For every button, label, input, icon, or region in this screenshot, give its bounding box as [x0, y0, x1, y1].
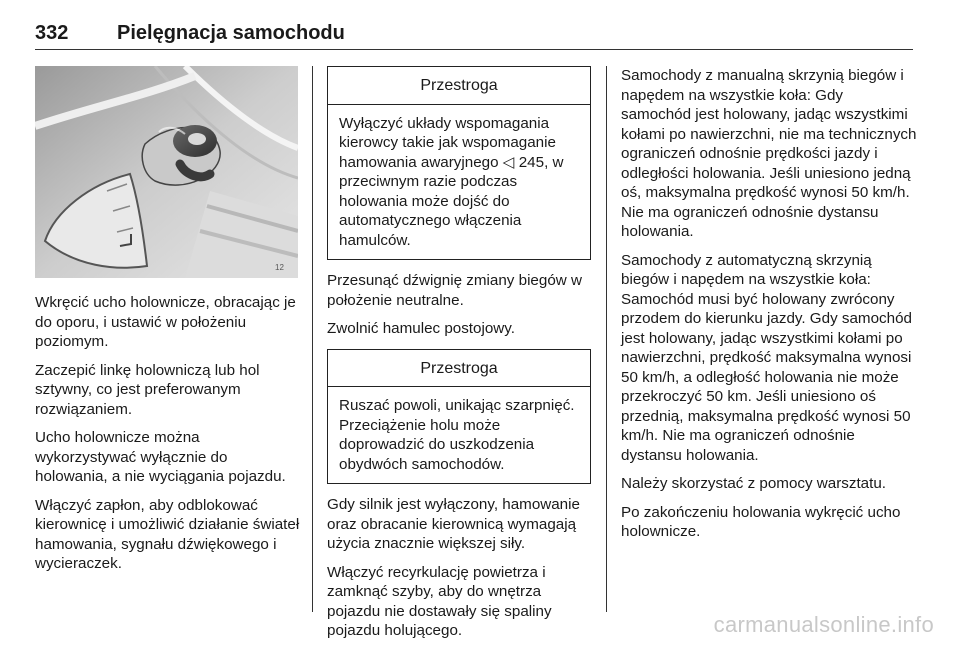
- paragraph: Wkręcić ucho holownicze, obracając je do oporu, i ustawić w położeniu poziomym.: [35, 294, 296, 350]
- paragraph: Gdy silnik jest wyłączony, hamowanie oraz obracanie kierownicą wymagają użycia znacznie większej siły.: [327, 496, 580, 552]
- watermark: carmanualsonline.info: [713, 612, 934, 637]
- column-2: [327, 66, 591, 650]
- page-header: [35, 22, 915, 52]
- header-rule: [35, 49, 913, 50]
- column-3-text: [621, 66, 917, 551]
- caution-text: Wyłączyć układy wspomagania kierowcy takie jak wspomaganie hamowania awaryjnego ◁ 245, w przeciwnym razie podczas holowania może dojść do automatycznego włączenia hamulców.: [339, 114, 564, 249]
- column-divider-1: [312, 66, 313, 612]
- page-reference-triangle-icon: ◁: [502, 153, 515, 171]
- paragraph: Po zakończeniu holowania wykręcić ucho holownicze.: [621, 503, 901, 540]
- chapter-title: Pielęgnacja samochodu: [117, 22, 345, 44]
- paragraph: Samochody z manualną skrzynią biegów i napędem na wszystkie koła: Gdy samochód jest holowany, jadąc wszystkimi kołami po nawierzchni, nie ma technicznych ograniczeń odnośnie prędkości jazdy i odległości holowania. Jeśli uniesiono jedną oś, maksymalna prędkość wynosi 50 km/h. Nie ma ograniczeń odnośnie dystansu holowania.: [621, 67, 917, 240]
- caution-text: Ruszać powoli, unikając szarpnięć. Przeciążenie holu może doprowadzić do uszkodzenia obydwóch samochodów.: [339, 397, 575, 473]
- towing-eye-drawing: [35, 66, 298, 278]
- towing-eye-illustration: [35, 66, 298, 278]
- caution-title: Przestroga: [328, 350, 590, 388]
- paragraph: Ucho holownicze można wykorzystywać wyłącznie do holowania, a nie wyciągania pojazdu.: [35, 429, 286, 485]
- paragraph: Należy skorzystać z pomocy warsztatu.: [621, 475, 887, 492]
- figure-code: 12: [275, 263, 284, 272]
- paragraph: Zaczepić linkę holowniczą lub hol sztywny, co jest preferowanym rozwiązaniem.: [35, 361, 260, 418]
- paragraph: Zwolnić hamulec postojowy.: [327, 320, 515, 337]
- caution-box-1: [327, 66, 591, 260]
- paragraph: Samochody z automatyczną skrzynią biegów i napędem na wszystkie koła: Samochód musi być holowany zwrócony przodem do kierunku jazdy. Gdy samochód jest holowany, jadąc wszystkimi kołami po nawierzchni, prędkość maksymalna wynosi 50 km/h, a odległość holowania nie może przekroczyć 50 km. Jeśli uniesiono oś przednią, maksymalna prędkość wynosi 50 km/h. Nie ma ograniczeń odnośnie dystansu holowania.: [621, 251, 912, 464]
- page-number: 332: [35, 22, 69, 44]
- paragraph: Przesunąć dźwignię zmiany biegów w położenie neutralne.: [327, 272, 582, 309]
- caution-title: Przestroga: [328, 67, 590, 105]
- paragraph: Włączyć recyrkulację powietrza i zamknąć szyby, aby do wnętrza pojazdu nie dostawały się spaliny pojazdu holującego.: [327, 563, 552, 639]
- column-1-text: [35, 293, 301, 583]
- paragraph: Włączyć zapłon, aby odblokować kierownicę i umożliwić działanie świateł hamowania, sygnału dźwiękowego i wycieraczek.: [35, 496, 300, 572]
- column-divider-2: [606, 66, 607, 612]
- page-reference-number: 245: [518, 153, 545, 171]
- caution-box-2: [327, 349, 591, 485]
